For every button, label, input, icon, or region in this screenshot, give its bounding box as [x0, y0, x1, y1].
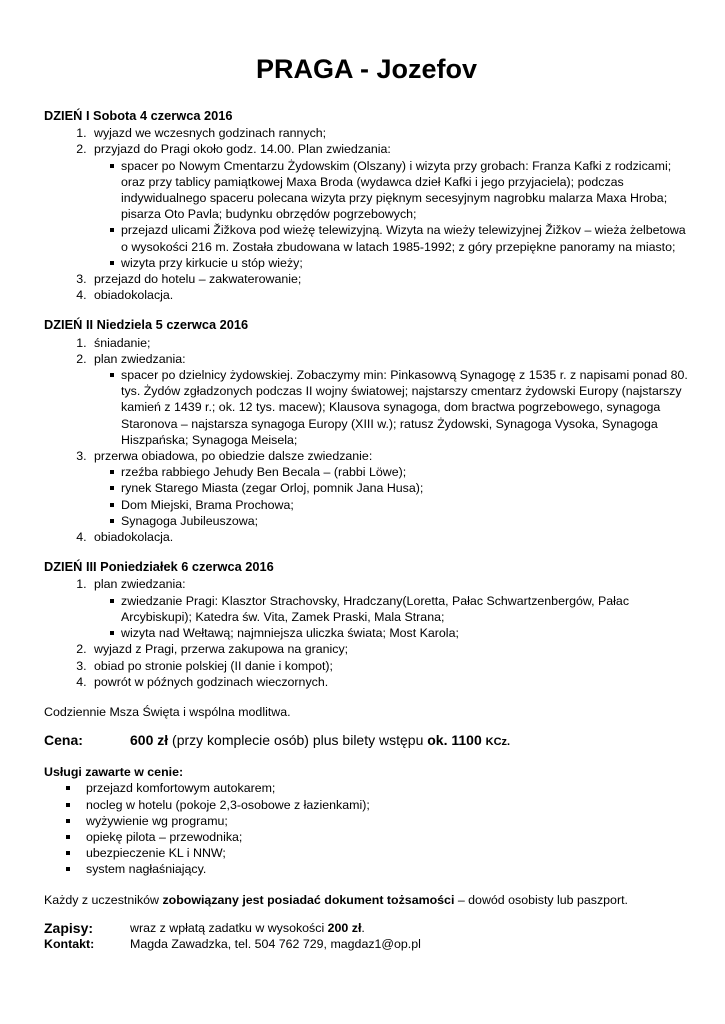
sub-item: przejazd ulicami Žižkova pod wieżę telewizyjną. Wizyta na wieży telewizyjnej Žižkov – wieża żelbetowa o wysokości 216 m. Została zbudowana w latach 1985-1992; z góry przepiękne panoramy na miasto;	[110, 222, 689, 254]
day-heading: DZIEŃ II Niedziela 5 czerwca 2016	[44, 317, 249, 333]
id-note-bold: zobowiązany jest posiadać dokument tożsamości	[162, 892, 455, 907]
day-heading: DZIEŃ I Sobota 4 czerwca 2016	[44, 108, 233, 123]
price-label: Cena:	[44, 732, 83, 749]
step-sublist	[94, 593, 689, 642]
signup-text	[130, 920, 365, 936]
contact-text: Magda Zawadzka, tel. 504 762 729, magdaz1@op.pl	[130, 936, 421, 951]
step-text: wyjazd we wczesnych godzinach rannych;	[94, 126, 327, 141]
step-item	[90, 351, 689, 448]
services-list	[44, 780, 689, 877]
step-text: śniadanie;	[94, 335, 151, 350]
step-sublist	[94, 158, 689, 271]
mass-note: Codziennie Msza Święta i wspólna modlitwa.	[44, 704, 291, 719]
sub-item: wizyta nad Wełtawą; najmniejsza uliczka świata; Most Karola;	[110, 625, 689, 641]
sub-item: Dom Miejski, Brama Prochowa;	[110, 497, 689, 513]
step-item	[90, 125, 689, 141]
service-item: nocleg w hotelu (pokoje 2,3-osobowe z łazienkami);	[66, 797, 689, 813]
step-sublist	[94, 464, 689, 529]
step-sublist	[94, 367, 689, 448]
sub-item: zwiedzanie Pragi: Klasztor Strachovsky, Hradczany(Loretta, Pałac Schwartzenbergów, Pałac Arcybiskupi); Katedra św. Vita, Zamek Praski, Mala Strana;	[110, 593, 689, 625]
step-text: powrót w późnych godzinach wieczornych.	[94, 674, 329, 689]
step-text: wyjazd z Pragi, przerwa zakupowa na granicy;	[94, 642, 349, 657]
currency: KCz.	[485, 736, 511, 749]
step-text: obiadokolacja.	[94, 288, 174, 303]
price-middle: (przy komplecie osób) plus bilety wstępu	[168, 732, 428, 749]
service-item: ubezpieczenie KL i NNW;	[66, 845, 689, 861]
step-item	[90, 141, 689, 271]
step-item	[90, 529, 689, 545]
day-steps	[44, 125, 689, 303]
step-item	[90, 335, 689, 351]
sub-item: wizyta przy kirkucie u stóp wieży;	[110, 255, 689, 271]
step-item	[90, 271, 689, 287]
signup-label: Zapisy:	[44, 919, 94, 936]
price-amount: 600 zł	[130, 732, 169, 749]
signup-end: .	[361, 920, 365, 935]
sub-item: spacer po Nowym Cmentarzu Żydowskim (Olszany) i wizyta przy grobach: Franza Kafki z rodzicami; oraz przy tablicy pamiątkowej Maxa Broda (wydawca dzieł Kafki i jego przyjaciela); podczas indywidualnego spaceru polecana wizyta przy pięknym secesyjnym nagrobku malarza Maxa Hroba; pisarza Oto Pavla; budynku obrzędów pogrzebowych;	[110, 158, 689, 223]
page-title: PRAGA - Jozefov	[255, 54, 478, 84]
day-steps	[44, 335, 689, 546]
step-item	[90, 674, 689, 690]
contact-label: Kontakt:	[44, 936, 95, 951]
day-section	[44, 108, 689, 303]
day-heading: DZIEŃ III Poniedziałek 6 czerwca 2016	[44, 559, 274, 575]
service-item: wyżywienie wg programu;	[66, 813, 689, 829]
id-note-before: Każdy z uczestników	[44, 892, 163, 907]
contact-row	[44, 936, 689, 952]
step-text: plan zwiedzania:	[94, 577, 186, 592]
sub-item: Synagoga Jubileuszowa;	[110, 513, 689, 529]
step-item	[90, 576, 689, 641]
step-text: przejazd do hotelu – zakwaterowanie;	[94, 272, 302, 287]
itinerary	[44, 108, 689, 690]
step-text: obiadokolacja.	[94, 530, 174, 545]
step-text: przyjazd do Pragi około godz. 14.00. Plan zwiedzania:	[94, 142, 391, 157]
id-note-after: – dowód osobisty lub paszport.	[454, 892, 628, 907]
sub-item: rzeźba rabbiego Jehudy Ben Becala – (rabbi Löwe);	[110, 464, 689, 480]
day-section	[44, 559, 689, 690]
ticket-price: ok. 1100	[427, 732, 482, 749]
signup-desc: wraz z wpłatą zadatku w wysokości	[130, 920, 328, 935]
service-item: opiekę pilota – przewodnika;	[66, 829, 689, 845]
sub-item: spacer po dzielnicy żydowskiej. Zobaczymy min: Pinkasowvą Synagogę z 1535 r. z napisami ponad 80. tys. Żydów zgładzonych podczas II wojny światowej; najstarszy cmentarz żydowski Europy (najstarszy kamień z 1439 r.; ok. 12 tys. macew); Klausova synagoga, dom bractwa pogrzebowego, synagoga Staronova – najstarsza synagoga Europy (XIII w.); ratusz Żydowski, Synagoga Vysoka, Synagoga Hiszpańska; Synagoga Meisela;	[110, 367, 689, 448]
signup-row	[44, 920, 689, 936]
id-note	[44, 892, 689, 908]
service-item: system nagłaśniający.	[66, 861, 689, 877]
step-item	[90, 658, 689, 674]
price-value	[130, 730, 510, 752]
price-line	[44, 730, 689, 752]
day-steps	[44, 576, 689, 689]
service-item: przejazd komfortowym autokarem;	[66, 780, 689, 796]
step-text: przerwa obiadowa, po obiedzie dalsze zwiedzanie:	[94, 449, 373, 464]
signup-amount: 200 zł	[327, 920, 362, 935]
step-item	[90, 287, 689, 303]
day-section	[44, 317, 689, 545]
sub-item: rynek Starego Miasta (zegar Orloj, pomnik Jana Husa);	[110, 480, 689, 496]
step-text: obiad po stronie polskiej (II danie i kompot);	[94, 658, 333, 673]
services-heading: Usługi zawarte w cenie:	[44, 765, 184, 780]
step-item	[90, 641, 689, 657]
step-text: plan zwiedzania:	[94, 351, 186, 366]
step-item	[90, 448, 689, 529]
